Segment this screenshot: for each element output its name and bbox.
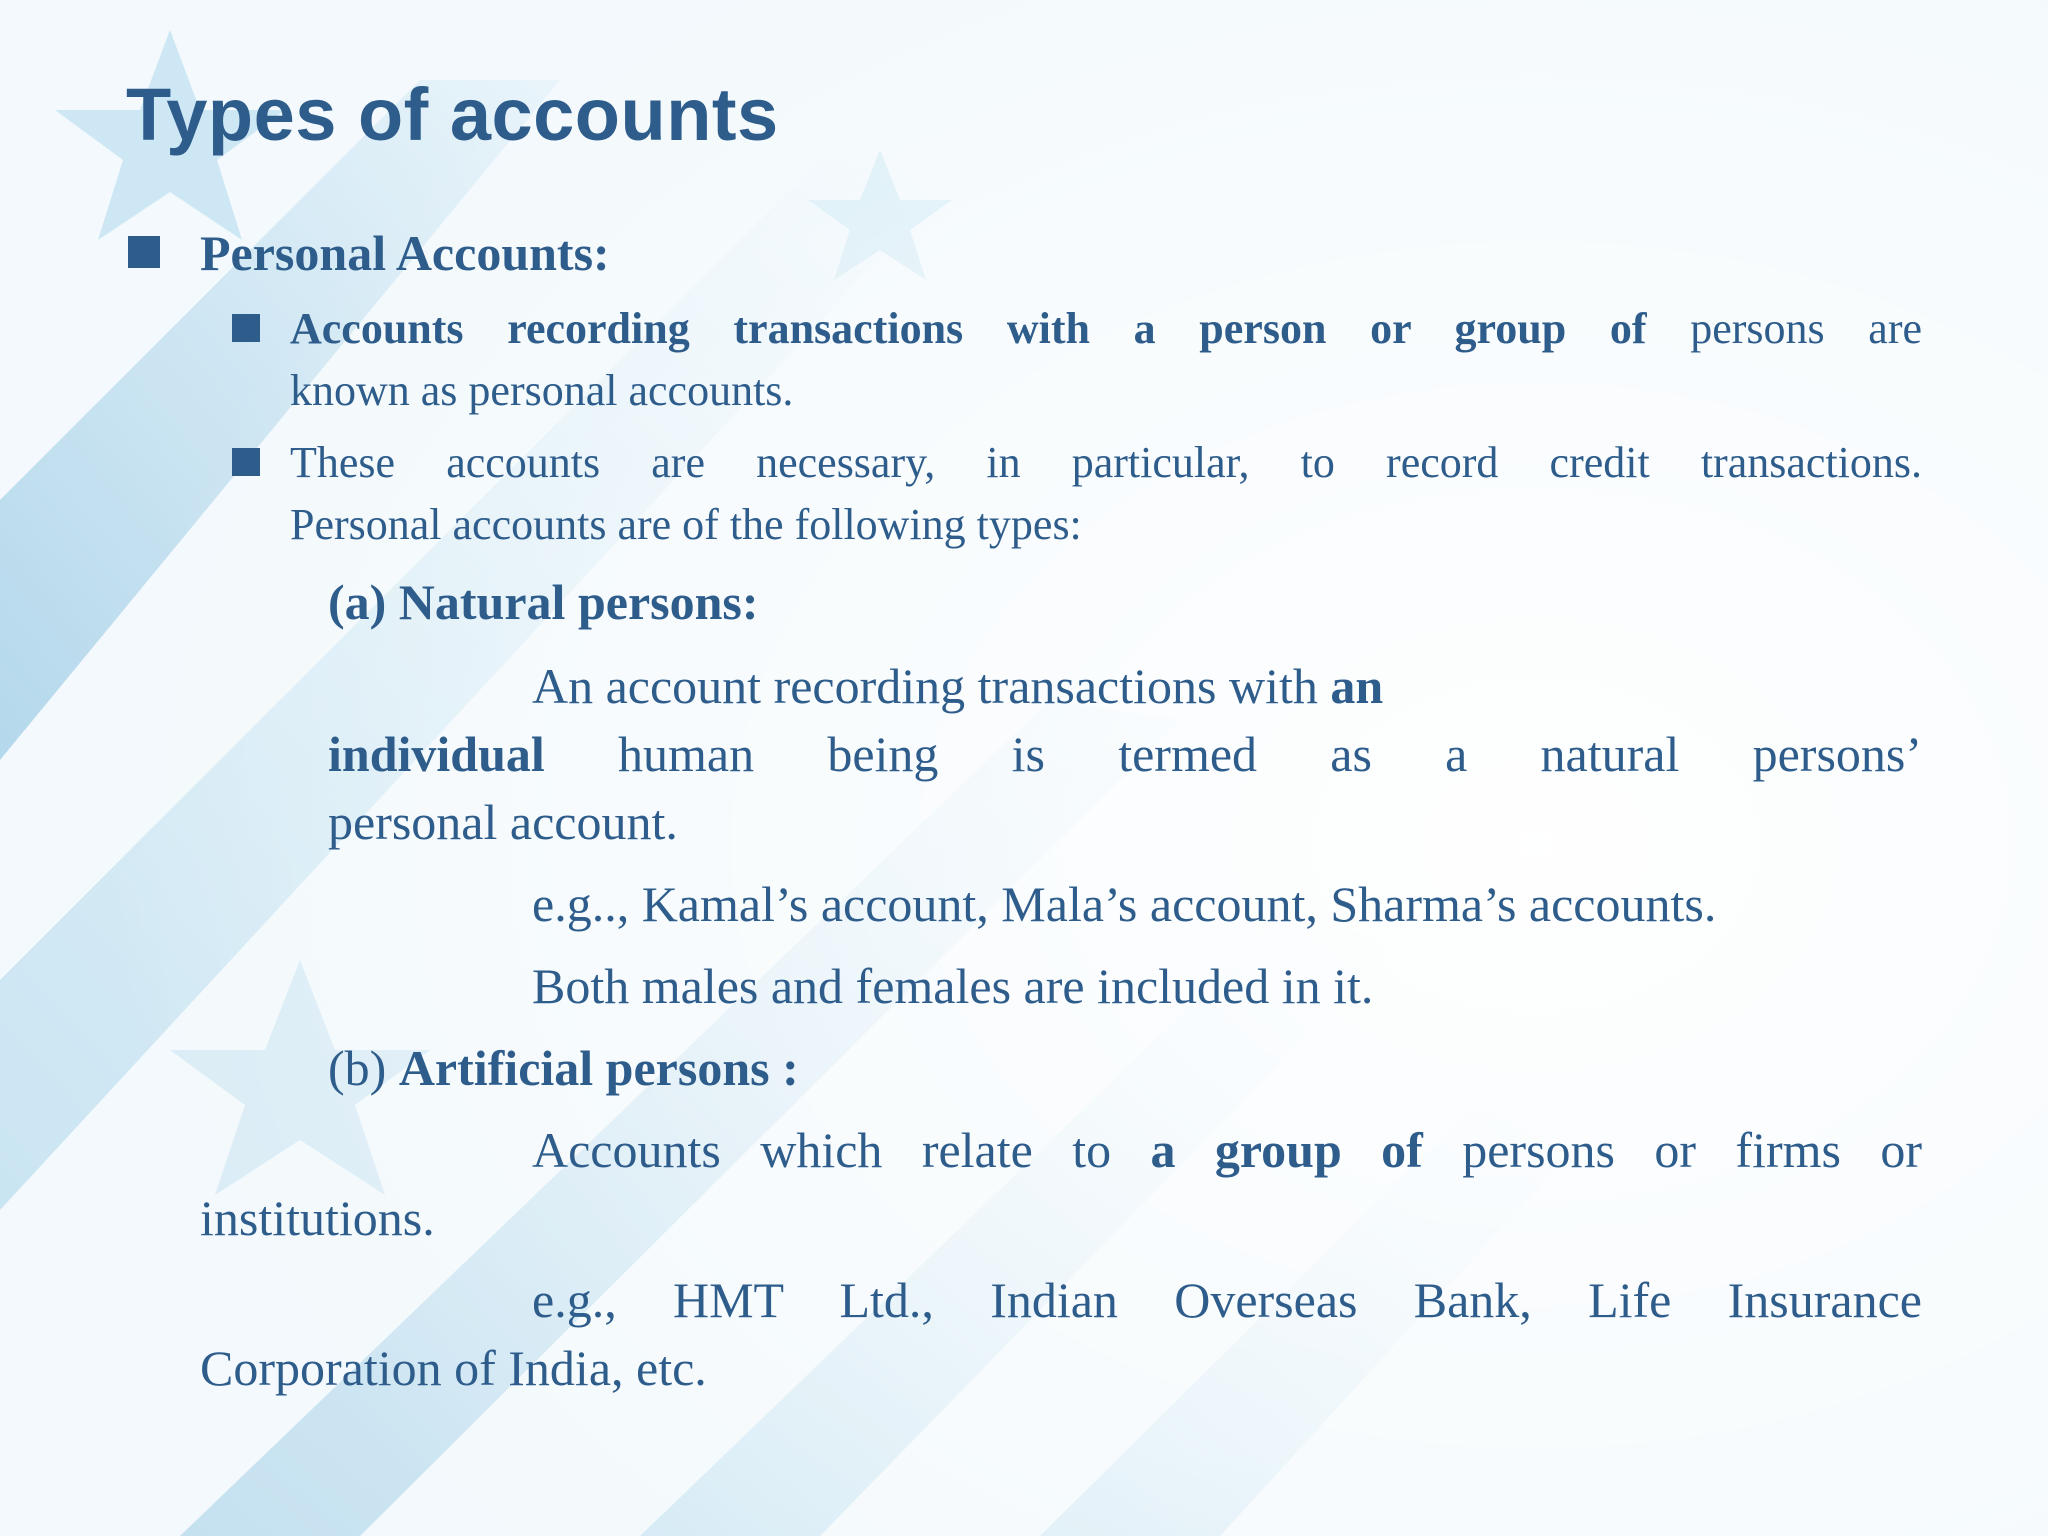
natural-p1-line3: personal account. [328, 794, 678, 850]
artificial-persons-heading: (b) Artificial persons : [328, 1040, 799, 1096]
item1-line1: Accounts recording transactions with a person or group of persons are [290, 304, 1923, 353]
square-bullet-icon [232, 448, 260, 476]
personal-accounts-heading: Personal Accounts: [200, 225, 610, 281]
square-bullet-icon [128, 236, 160, 268]
item2-line1: These accounts are necessary, in particular, to record credit transactions. [290, 438, 1922, 487]
square-bullet-icon [232, 314, 260, 342]
natural-p1-line2: individual human being is termed as a natural persons’ [328, 726, 1923, 782]
artificial-example-line2: Corporation of India, etc. [200, 1340, 707, 1396]
artificial-p1-line1: Accounts which relate to a group of persons or firms or [532, 1122, 1923, 1178]
natural-example: e.g.., Kamal’s account, Mala’s account, Sharma’s accounts. [532, 876, 1717, 932]
natural-persons-heading: (a) Natural persons: [328, 574, 759, 630]
artificial-p1-line2: institutions. [200, 1190, 435, 1246]
slide-title: Types of accounts [126, 73, 779, 156]
natural-note: Both males and females are included in it. [532, 958, 1374, 1014]
item2-line2: Personal accounts are of the following types: [290, 500, 1082, 549]
artificial-example-line1: e.g., HMT Ltd., Indian Overseas Bank, Life Insurance [532, 1272, 1922, 1328]
natural-p1-line1: An account recording transactions with an [532, 658, 1384, 714]
item1-line2: known as personal accounts. [290, 366, 794, 415]
